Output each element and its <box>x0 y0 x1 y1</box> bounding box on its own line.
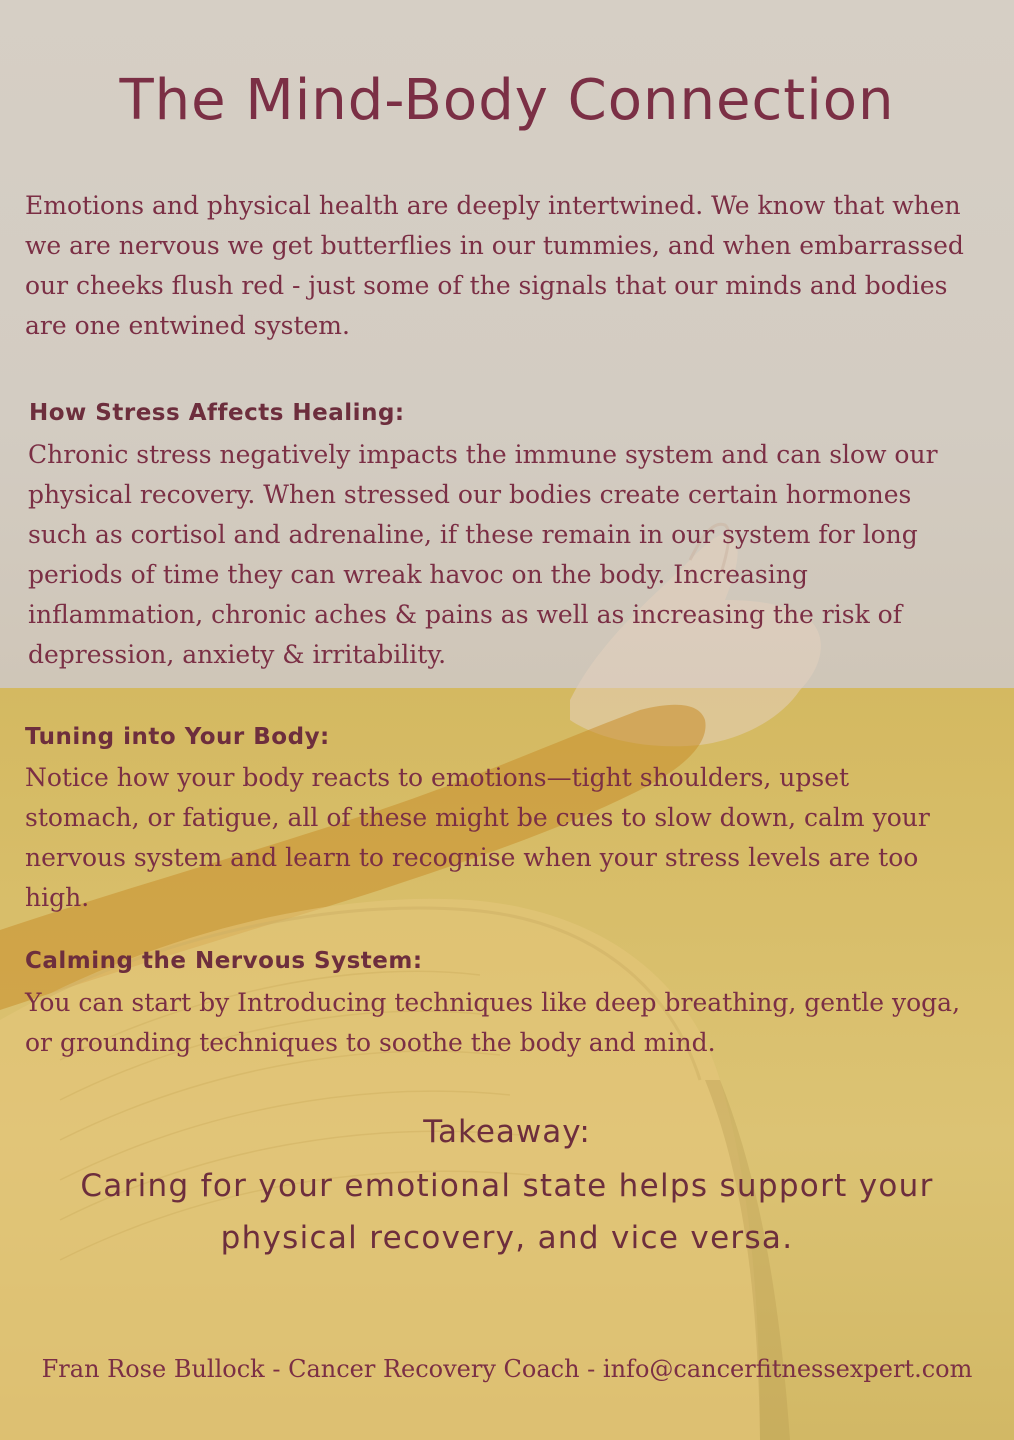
section-body-tuning: Notice how your body reacts to emotions—tight shoulders, upset stomach, or fatigue, all of these might be cues to slow down, calm your nervous system and learn to recognise when your stress levels are too high. <box>25 763 930 912</box>
intro-paragraph: Emotions and physical health are deeply intertwined. We know that when we are nervous we get butterflies in our tummies, and when embarrassed our cheeks flush red - just some of the signals that our minds and bodies are one entwined system. <box>25 191 964 340</box>
section-body-calming: You can start by Introducing techniques like deep breathing, gentle yoga, or grounding techniques to soothe the body and mind. <box>25 988 961 1057</box>
section-heading-tuning: Tuning into Your Body: <box>25 724 330 750</box>
footer-contact: Fran Rose Bullock - Cancer Recovery Coach - info@cancerfitnessexpert.com <box>41 1355 973 1383</box>
page-title: The Mind-Body Connection <box>119 68 895 133</box>
takeaway-text: Caring for your emotional state helps support your physical recovery, and vice versa. <box>80 1168 934 1256</box>
section-body-stress: Chronic stress negatively impacts the immune system and can slow our physical recovery. When stressed our bodies create certain hormones such as cortisol and adrenaline, if these remain in our system for long periods of time they can wreak havoc on the body. Increasing inflammation, chronic aches & pains as well as increasing the risk of depression, anxiety & irritability. <box>28 440 938 669</box>
section-heading-calming: Calming the Nervous System: <box>25 948 423 974</box>
section-heading-stress: How Stress Affects Healing: <box>29 400 405 426</box>
takeaway-label: Takeaway: <box>423 1114 591 1150</box>
